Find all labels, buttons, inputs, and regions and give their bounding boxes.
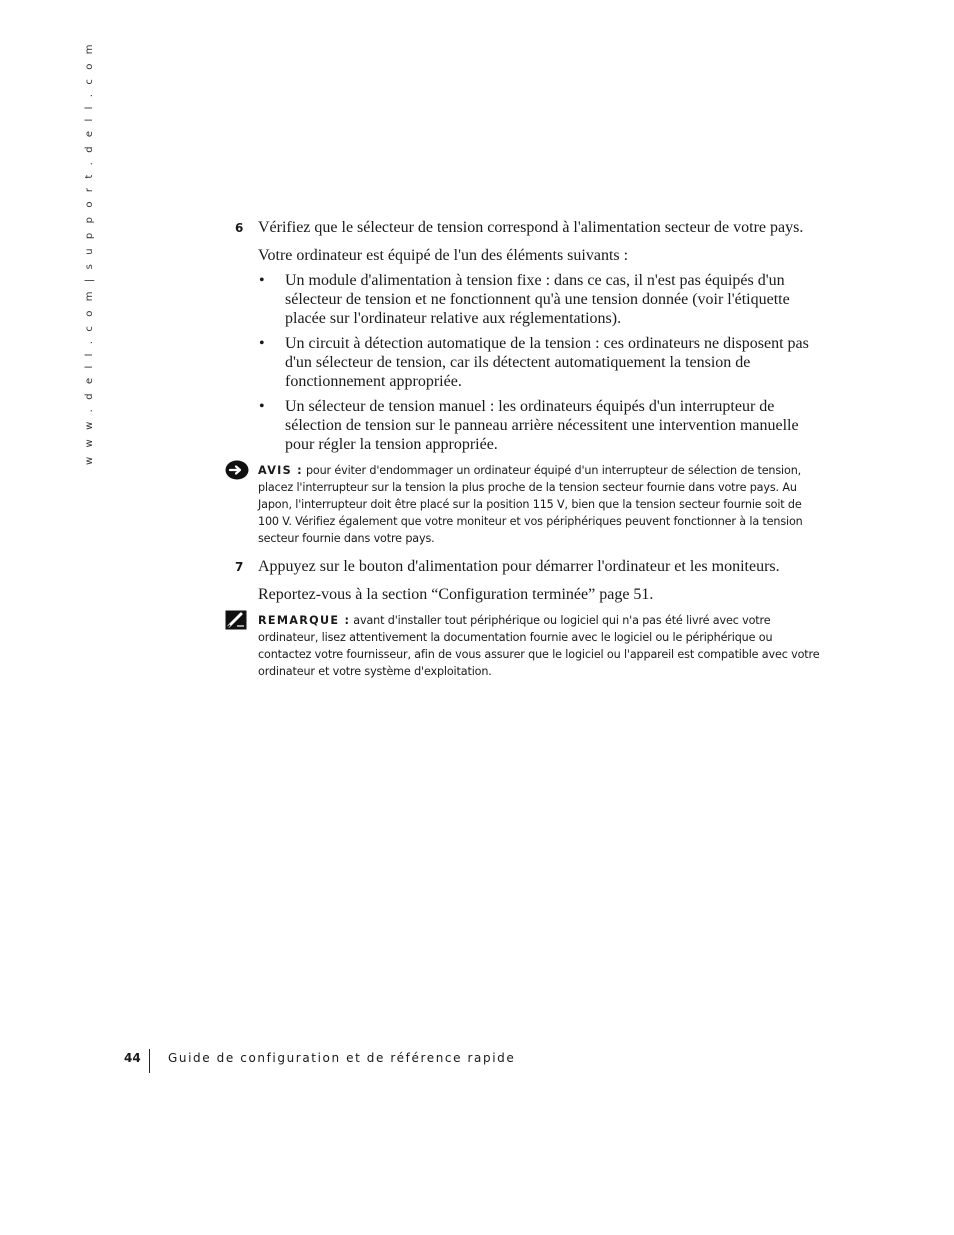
bullet-text: Un module d'alimentation à tension fixe : dans ce cas, il n'est pas équipés d'un sélecteur de tension et ne fonctionnent qu'à une tension donnée (voir l'étiquette placée sur l'ordinateur relative aux réglementations). [285,272,790,327]
footer-divider [149,1049,150,1073]
step-text: Appuyez sur le bouton d'alimentation pour démarrer l'ordinateur et les moniteurs. [258,558,780,575]
notice-label: AVIS : [258,464,303,477]
notice-body: pour éviter d'endommager un ordinateur équipé d'un interrupteur de sélection de tension, placez l'interrupteur sur la tension la plus proche de la tension secteur fournie dans votre pays. Au Japon, l'interrupteur doit être placé sur la position 115 V, bien que la tension secteur fournie soit de 100 V. Vérifiez également que votre moniteur et vos périphériques peuvent fonctionner à la tension secteur fournie dans votre pays. [258,464,803,545]
step-paragraph: Votre ordinateur est équipé de l'un des éléments suivants : [258,247,629,264]
page-content [230,218,820,680]
bullet-mark: • [259,335,265,352]
avis-notice [230,462,820,547]
notice-body: avant d'installer tout périphérique ou logiciel qui n'a pas été livré avec votre ordinateur, lisez attentivement la documentation fournie avec le logiciel ou le périphérique ou contactez votre fournisseur, afin de vous assurer que le logiciel ou l'appareil est compatible avec votre ordinateur et votre système d'exploitation. [258,614,820,678]
list-item [258,271,820,328]
page-number: 44 [124,1051,141,1065]
bullet-list [258,271,820,454]
bullet-text: Un sélecteur de tension manuel : les ordinateurs équipés d'un interrupteur de sélection de tension sur le panneau arrière nécessitent une intervention manuelle pour régler la tension appropriée. [285,398,799,453]
notice-text [258,462,820,547]
bullet-text: Un circuit à détection automatique de la tension : ces ordinateurs ne disposent pas d'un sélecteur de tension, car ils détectent automatiquement la tension de fonctionnement appropriée. [285,335,809,390]
note-pencil-icon [225,610,247,635]
step-number: 6 [235,221,244,235]
notice-icon [225,460,249,485]
step-text: Vérifiez que le sélecteur de tension correspond à l'alimentation secteur de votre pays. [258,219,804,236]
bullet-mark: • [259,272,265,289]
step-6 [230,218,820,454]
bullet-mark: • [259,398,265,415]
notice-text [258,612,820,680]
sidebar-url: w w w . d e l l . c o m | s u p p o r t . d e l l . c o m [84,41,95,465]
step-7 [230,557,820,604]
notice-label: REMARQUE : [258,614,351,627]
remarque-notice [230,612,820,680]
step-paragraph: Reportez-vous à la section “Configuration terminée” page 51. [258,586,654,603]
step-number: 7 [235,560,244,574]
list-item [258,334,820,391]
footer-title: Guide de configuration et de référence rapide [168,1051,516,1065]
list-item [258,397,820,454]
